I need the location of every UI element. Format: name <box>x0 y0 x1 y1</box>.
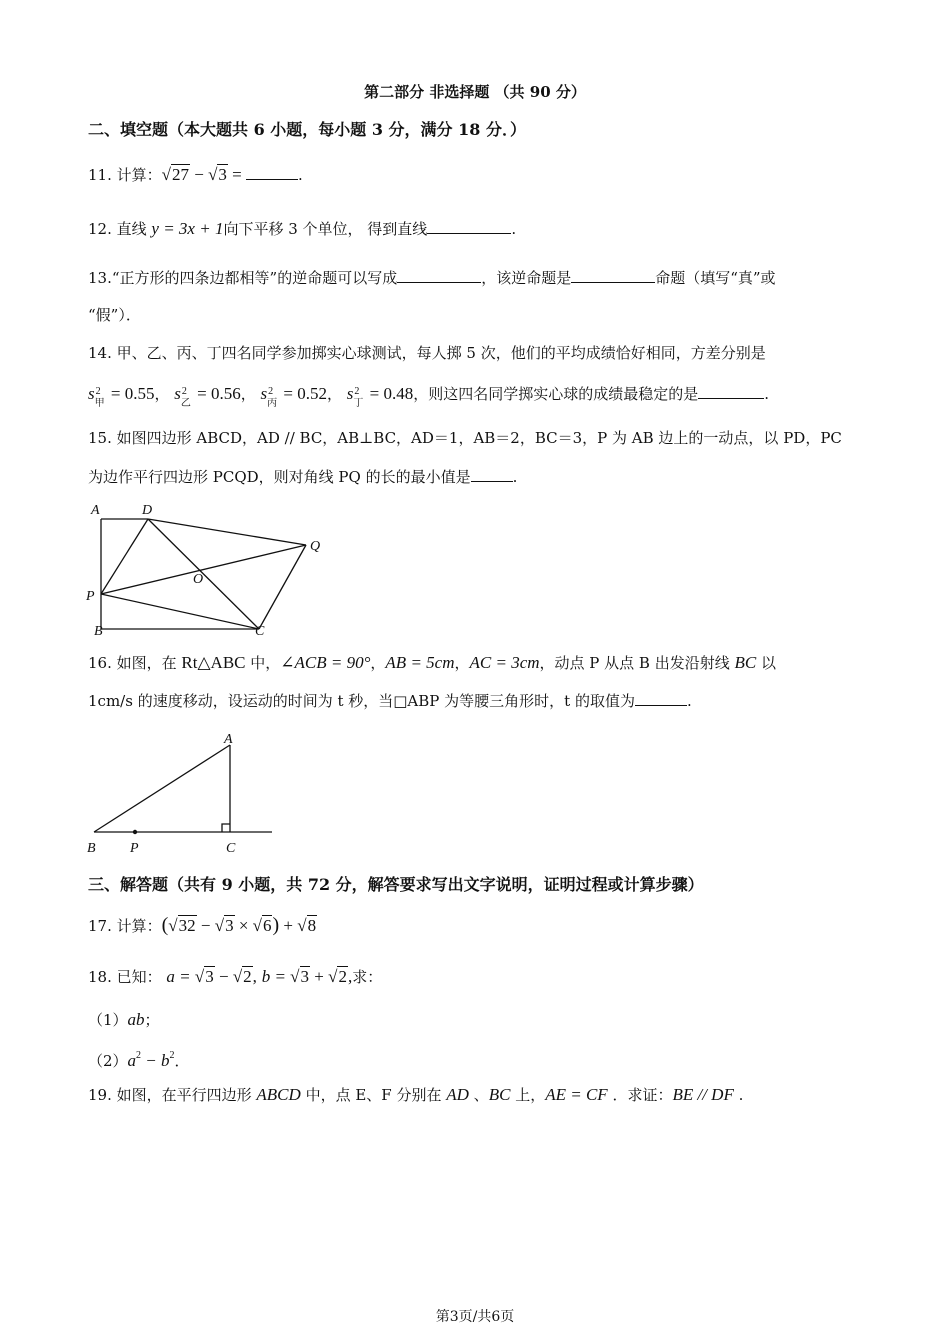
q16-end: . <box>686 692 692 710</box>
question-16-line-2 <box>88 691 692 711</box>
question-18-part-1 <box>88 1010 160 1030</box>
q12-text: 向下平移 3 个单位， 得到直线 <box>223 220 428 238</box>
q11-end: . <box>298 166 303 184</box>
q12-end: . <box>511 220 517 238</box>
label-c: C <box>226 841 236 856</box>
q14-variance-yi: s 2 乙 = 0.56 <box>174 384 240 403</box>
q17-radicand-3: 6 <box>262 916 272 935</box>
q13-text-a: 13.“正方形的四条边都相等”的逆命题可以写成 <box>88 269 398 287</box>
q19-p4: 上， <box>510 1086 546 1104</box>
q16-text: 1cm/s 的速度移动，设运动的时间为 t 秒，当□ABP 为等腰三角形时，t 的取值为 <box>88 692 635 710</box>
q16-bc: BC <box>734 653 757 672</box>
question-16-line-1 <box>88 653 776 673</box>
q15-answer-blank[interactable] <box>471 467 513 482</box>
q14-sep-1: ， <box>154 385 170 403</box>
question-13-line-1 <box>88 268 776 288</box>
q12-prefix: 12. 直线 <box>88 220 152 238</box>
q11-minus: − <box>189 165 209 184</box>
q15-text: 为边作平行四边形 PCQD，则对角线 PQ 的长的最小值是 <box>88 468 471 486</box>
q16-p2: 中， <box>245 654 281 672</box>
q14-sep-3: ， <box>327 385 343 403</box>
q16-p3: ， <box>370 654 386 672</box>
segment-pq <box>101 545 306 594</box>
label-a: A <box>224 732 233 747</box>
q16-angle: ∠ACB = 90° <box>280 653 371 672</box>
q14-answer-blank[interactable] <box>698 384 764 399</box>
section-heading-fill-in: 二、填空题（本大题共 6 小题，每小题 3 分，满分 18 分．） <box>88 120 526 139</box>
q14-s-1: s <box>88 384 95 403</box>
question-13-line-2: “假”）． <box>88 306 141 324</box>
right-angle-mark <box>222 824 230 832</box>
q18-b-r2: 2 <box>338 967 347 986</box>
question-18-part-2 <box>88 1046 190 1071</box>
page-title: 第二部分 非选择题 （共 90 分） <box>364 83 586 101</box>
figure-16-svg <box>80 728 280 860</box>
q18-a-r2: 2 <box>243 967 252 986</box>
q11-radicand-2: 3 <box>218 165 227 184</box>
q14-sep-2: ， <box>240 385 256 403</box>
q16-p6: 以 <box>756 654 777 672</box>
q12-answer-blank[interactable] <box>427 219 511 234</box>
question-12 <box>88 219 516 239</box>
q13-answer-blank-1[interactable] <box>397 268 481 283</box>
q19-abcd: ABCD <box>256 1085 301 1104</box>
question-19 <box>88 1085 743 1105</box>
segment-pc <box>101 594 259 629</box>
q18-sub1-label: （1） <box>88 1011 128 1029</box>
q14-sub-2: 乙 <box>180 398 191 410</box>
label-p: P <box>86 589 95 604</box>
q19-p1: 19. 如图，在平行四边形 <box>88 1086 257 1104</box>
q18-a-r3: 3 <box>205 967 214 986</box>
q19-p5: ．求证： <box>607 1086 673 1104</box>
q19-bc: BC <box>488 1085 511 1104</box>
segment-pd <box>101 519 148 594</box>
q14-tail: ，则这四名同学掷实心球的成绩最稳定的是 <box>413 385 699 403</box>
q13-text-c: 命题（填写“真”或 <box>655 269 776 287</box>
q19-p3: 、 <box>468 1086 489 1104</box>
q14-val-3: = 0.52 <box>279 384 327 403</box>
q12-equation: y = 3x + 1 <box>151 219 224 238</box>
segment-dq <box>148 519 306 545</box>
question-18 <box>88 967 382 987</box>
q16-p4: ， <box>454 654 470 672</box>
q14-variance-ding: s 2 丁 = 0.48 <box>347 384 413 403</box>
segment-ab <box>94 745 230 832</box>
q14-variance-jia: s 2 甲 = 0.55 <box>88 384 154 403</box>
q18-a2-minus-b2: $a^2 - b^2$ <box>127 1050 175 1070</box>
segment-dc <box>148 519 259 629</box>
label-o: O <box>193 572 204 587</box>
label-a: A <box>91 503 100 518</box>
q16-ab: AB = 5cm <box>385 653 455 672</box>
q14-sub-3: 丙 <box>267 398 278 410</box>
q11-number: 11. 计算： <box>88 166 162 184</box>
label-q: Q <box>310 539 321 554</box>
q14-s-4: s <box>346 384 354 403</box>
question-11: 11. 计算：√27 − √3 = . <box>88 165 303 184</box>
q13-text-b: ，该逆命题是 <box>481 269 572 287</box>
q18-b: b = <box>261 967 291 986</box>
q16-answer-blank[interactable] <box>635 691 687 706</box>
q14-val-4: = 0.48 <box>365 384 414 403</box>
section-heading-solutions: 三、解答题（共有 9 小题，共 72 分，解答要求写出文字说明，证明过程或计算步骤） <box>88 875 704 894</box>
q18-a: a = <box>166 967 195 986</box>
q18-b-r3: 3 <box>300 967 310 986</box>
point-p <box>133 830 137 834</box>
q17-radicand-2: 3 <box>225 916 234 935</box>
q13-answer-blank-2[interactable] <box>571 268 655 283</box>
question-17: 17. 计算：(√32 − √3 × √6) + √8 <box>88 914 317 936</box>
q16-p1: 16. 如图，在 <box>88 654 182 672</box>
label-d: D <box>142 503 153 518</box>
q14-end: . <box>764 385 770 403</box>
q17-radicand-1: 32 <box>178 916 196 935</box>
q19-p2: 中，点 E、F 分别在 <box>300 1086 447 1104</box>
q18-number: 18. 已知： <box>88 968 162 986</box>
q16-triangle: Rt△ABC <box>181 653 246 672</box>
question-15-line-1: 15. 如图四边形 ABCD，AD // BC，AB⊥BC，AD＝1，AB＝2，BC＝3，P 为 AB 边上的一动点，以 PD，PC <box>88 429 842 447</box>
q18-a-expression: a = √3 − √2, <box>166 967 257 986</box>
q14-s-3: s <box>260 384 268 403</box>
q14-val-2: = 0.56 <box>192 384 241 403</box>
q14-sub-1: 甲 <box>94 398 105 410</box>
q18-sub2-label: （2） <box>88 1052 128 1070</box>
q16-ac: AC = 3cm <box>469 653 540 672</box>
q11-answer-blank[interactable] <box>246 165 298 180</box>
q14-s-2: s <box>174 384 181 403</box>
question-14-line-1: 14. 甲、乙、丙、丁四名同学参加掷实心球测试，每人掷 5 次，他们的平均成绩恰好相同，方差分别是 <box>88 344 766 362</box>
figure-15 <box>80 496 340 648</box>
q15-end: . <box>512 468 518 486</box>
q18-end: ． <box>174 1052 190 1070</box>
q14-variance-bing: s 2 丙 = 0.52 <box>261 384 327 403</box>
q19-end: . <box>733 1086 744 1104</box>
q11-equals: = <box>227 165 246 184</box>
q19-ad: AD <box>446 1085 469 1104</box>
q19-parallel: BE // DF <box>672 1085 734 1104</box>
segment-cq <box>259 545 306 629</box>
q18-b-expression: b = √3 + √2, <box>261 967 353 986</box>
label-b: B <box>87 841 96 856</box>
q16-p5: ，动点 P 从点 B 出发沿射线 <box>539 654 735 672</box>
q11-radicand-1: 27 <box>171 165 189 184</box>
q19-equation: AE = CF <box>545 1085 608 1104</box>
q17-number: 17. 计算： <box>88 917 162 935</box>
q18-tail: 求： <box>352 968 383 986</box>
q14-val-1: = 0.55 <box>106 384 155 403</box>
q18-ab: ab <box>127 1010 145 1029</box>
label-b: B <box>94 624 103 639</box>
question-14-line-2 <box>88 384 770 410</box>
q14-sub-4: 丁 <box>353 398 364 410</box>
label-c: C <box>255 624 265 639</box>
figure-16 <box>80 728 280 864</box>
q17-radicand-4: 8 <box>307 916 317 935</box>
page-number: 第3页/共6页 <box>435 1309 515 1325</box>
question-15-line-2 <box>88 467 517 487</box>
q18-semicolon: ； <box>144 1011 160 1029</box>
label-p: P <box>130 841 139 856</box>
figure-15-svg <box>80 496 340 644</box>
